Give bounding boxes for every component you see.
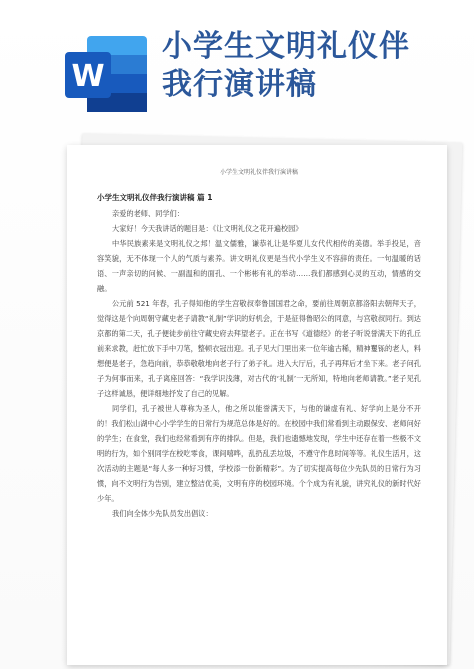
paragraph-salutation: 亲爱的老师、同学们： xyxy=(112,209,184,218)
paragraph-intro: 中华民族素来是文明礼仪之邦！温文儒雅，谦恭礼让是华夏儿女代代相传的美德。举手投足，音容笑貌，无不体现一个人的气质与素养。讲文明礼仪更是当代小学生义不容辞的责任。一句温暖的话语、一声亲切的问候、一副温和的面孔、一个彬彬有礼的举动……我们都感到心灵的互动，情感的交融。 xyxy=(97,239,421,293)
document-heading: 小学生文明礼仪伴我行演讲稿 篇 1 xyxy=(97,193,213,202)
word-logo-letter: W xyxy=(71,59,105,94)
banner-title-line-1: 小学生文明礼仪伴 xyxy=(162,29,410,64)
paragraph-topic: 大家好！今天我讲话的题目是：《让文明礼仪之花开遍校园》 xyxy=(112,224,303,233)
paragraph-story: 公元前 521 年春，孔子得知他的学生宫敬叔奉鲁国国君之命，要前往周朝京都洛阳去朝拜天子，觉得这是个向周朝守藏史老子请教“礼制”学识的好机会，于是征得鲁昭公的同意，与宫敬叔同行。到达京都的第二天，孔子便徒步前往守藏史府去拜望老子。正在书写《道德经》的老子听说誉满天下的孔丘前来求教，赶忙放下手中刀笔，整顿衣冠出迎。孔子见大门里出来一位年逾古稀，精神矍铄的老人，料想便是老子，急趋向前，恭恭敬敬地向老子行了弟子礼。进入大厅后，孔子再拜后才坐下来。老子问孔子为何事而来，孔子离座回答：“我学识浅薄，对古代的‘礼制’一无所知，特地向老师请教。”老子见孔子这样诚恳，便详细地抒发了自己的见解。 xyxy=(97,299,421,398)
word-document-icon xyxy=(65,34,149,114)
banner-title xyxy=(162,28,462,104)
running-header: 小学生文明礼仪伴我行演讲稿 xyxy=(219,169,298,176)
banner-title-line-2: 我行演讲稿 xyxy=(162,67,317,102)
paragraph-proposal: 我们向全体少先队员发出倡议： xyxy=(112,509,213,518)
paragraph-school: 同学们，孔子被世人尊称为圣人，他之所以能誉满天下，与他的谦虚有礼、好学向上是分不开的！我们松山湖中心小学学生的日常行为规范总体是好的。在校园中我们常看到主动跟保安、老师问好的学生；在食堂，我们也经常看到有序的排队。但是，我们也遗憾地发现，学生中还存在着一些极不文明的行为，如个别同学在校吃零食，课间嘻哗，乱扔乱丢垃圾，不遵守作息时间等等。礼仪生活月，这次活动的主题是“每人多一种好习惯，学校添一份新精彩”。为了切实提高每位少先队员的日常行为习惯，向不文明行为告别，建立整洁优美，文明有序的校园环境。个个成为有礼貌，讲究礼仪的新时代好少年。 xyxy=(97,404,421,503)
document-page xyxy=(67,145,447,665)
